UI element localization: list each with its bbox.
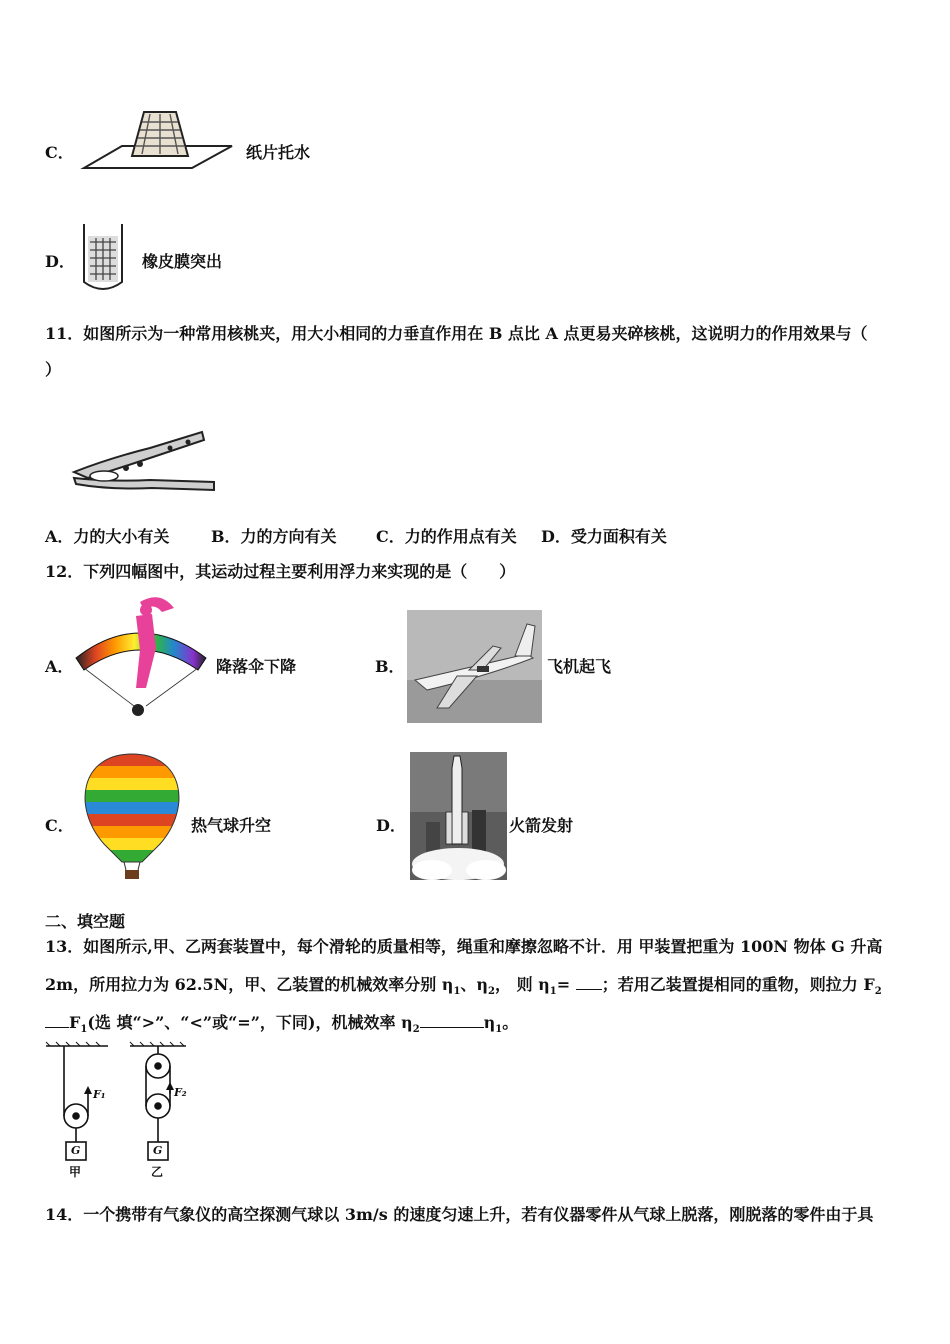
q11-stem-line1: 11．如图所示为一种常用核桃夹，用大小相同的力垂直作用在 B 点比 A 点更易夹碎核桃，这说明力的作用效果与（ (45, 324, 868, 343)
nutcracker-figure (70, 428, 220, 494)
option-d-letter: D． (45, 252, 75, 271)
parachute-image (70, 588, 212, 720)
pulley-system-figure (46, 1042, 196, 1178)
q11-stem-line2: ） (45, 360, 62, 379)
option-c-letter: C． (45, 143, 74, 162)
q12-d-letter: D． (376, 816, 406, 835)
q12-stem: 12．下列四幅图中，其运动过程主要利用浮力来实现的是（ ） (45, 562, 516, 581)
section-title: 二、填空题 (45, 912, 126, 931)
q12-a-text: 降落伞下降 (216, 657, 297, 676)
q13-line1: 13．如图所示,甲、乙两套装置中，每个滑轮的质量相等，绳重和摩擦忽略不计．用 甲装置把重为 100N 物体 G 升高 (45, 937, 883, 956)
airplane-image (407, 610, 542, 723)
q11-option-d: D．受力面积有关 (541, 527, 667, 546)
blank-efficiency-1[interactable] (576, 975, 602, 990)
option-d-text: 橡皮膜突出 (142, 252, 223, 271)
weight-g-label-yi: G (153, 1144, 163, 1157)
weight-g-label-jia: G (71, 1144, 81, 1157)
q13-line3: $F_1$(选 填“>”、“<”或“=”，下同)，机械效率 $\eta_2$ $\eta_1$。 (45, 1010, 518, 1035)
figure-label-jia: 甲 (69, 1165, 82, 1179)
force-f2-label: F₂ (174, 1086, 187, 1099)
figure-label-yi: 乙 (151, 1165, 164, 1179)
rubber-membrane-figure (82, 222, 126, 298)
rocket-launch-image (410, 752, 507, 880)
q14-line1: 14．一个携带有气象仪的高空探测气球以 3m/s 的速度匀速上升，若有仪器零件从气球上脱落，刚脱落的零件由于具 (45, 1205, 874, 1224)
q11-option-c: C．力的作用点有关 (376, 527, 517, 546)
paper-holding-water-figure (82, 108, 232, 170)
hot-air-balloon-image (76, 752, 188, 882)
q12-b-letter: B． (375, 657, 405, 676)
q12-c-text: 热气球升空 (191, 816, 272, 835)
q12-d-text: 火箭发射 (509, 816, 574, 835)
q11-option-a: A．力的大小有关 (45, 527, 170, 546)
q12-a-letter: A． (45, 657, 74, 676)
q11-option-b: B．力的方向有关 (211, 527, 337, 546)
q12-c-letter: C． (45, 816, 74, 835)
q13-line2: 2m，所用拉力为 62.5N，甲、乙装置的机械效率分别 $\eta_1$、$\eta_2$， 则 $\eta_1=$ ；若用乙装置提相同的重物，则拉力 $F_2$ (45, 975, 882, 998)
blank-efficiency-compare[interactable] (420, 1013, 484, 1028)
q12-b-text: 飞机起飞 (547, 657, 612, 676)
blank-force-compare[interactable] (45, 1013, 69, 1028)
force-f1-label: F₁ (93, 1088, 106, 1101)
option-c-text: 纸片托水 (246, 143, 311, 162)
